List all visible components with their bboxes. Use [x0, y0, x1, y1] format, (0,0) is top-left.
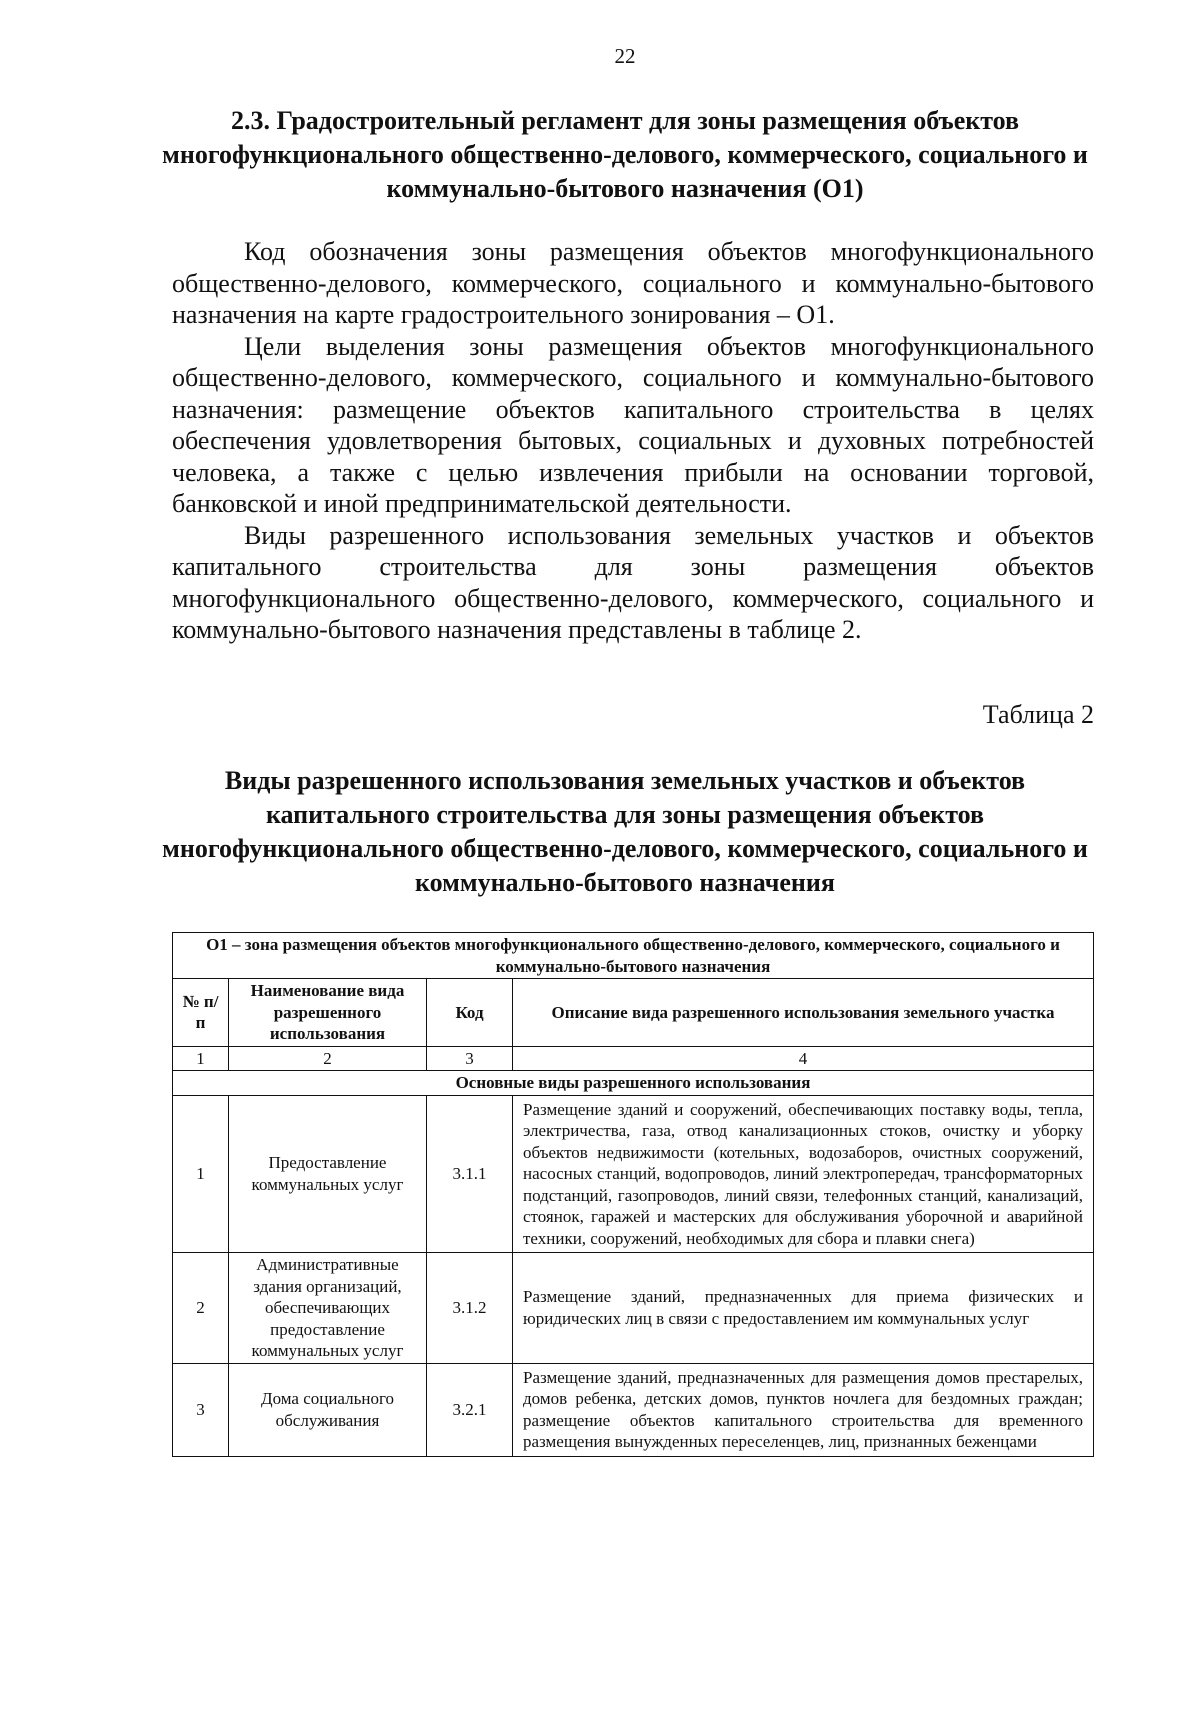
row-number: 2 [173, 1253, 229, 1364]
table-row [173, 1363, 1094, 1456]
table-caption: Таблица 2 [982, 700, 1094, 729]
column-header-name: Наименование вида разрешенного использования [229, 979, 427, 1047]
table-row [173, 1253, 1094, 1364]
row-code: 3.2.1 [427, 1363, 513, 1456]
row-code: 3.1.2 [427, 1253, 513, 1364]
section-label: Основные виды разрешенного использования [173, 1071, 1094, 1096]
column-number-row [173, 1046, 1094, 1071]
column-header-number: № п/п [173, 979, 229, 1047]
row-description: Размещение зданий и сооружений, обеспечивающих поставку воды, тепла, электричества, газа, отвод канализационных стоков, очистку и уборку объектов недвижимости (котельных, водозаборов, очистных сооружений, насосных станций, водопроводов, линий электропередач, трансформаторных подстанций, газопроводов, линий связи, телефонных станций, канализаций, стоянок, гаражей и мастерских для обслуживания уборочной и аварийной техники, сооружений, необходимых для сбора и плавки снега) [513, 1095, 1094, 1253]
column-header-code: Код [427, 979, 513, 1047]
permitted-use-table [172, 932, 1094, 1457]
zone-header-row [173, 933, 1094, 979]
paragraph-permitted-uses: Виды разрешенного использования земельных участков и объектов капитального строительства для зоны размещения объектов многофункционального общественно-делового, коммерческого, социального и коммунально-бытового назначения представлены в таблице 2. [172, 520, 1094, 644]
row-use-name: Административные здания организаций, обеспечивающих предоставление коммунальных услуг [229, 1253, 427, 1364]
column-header-description: Описание вида разрешенного использования земельного участка [513, 979, 1094, 1047]
section-heading: 2.3. Градостроительный регламент для зоны размещения объектов многофункционального общественно-делового, коммерческого, социального и коммунально-бытового назначения (О1) [162, 106, 1088, 203]
row-code: 3.1.1 [427, 1095, 513, 1253]
row-use-name: Предоставление коммунальных услуг [229, 1095, 427, 1253]
table-title: Виды разрешенного использования земельных участков и объектов капитального строительства для зоны размещения объектов многофункционального общественно-делового, коммерческого, социального и коммунально-бытового назначения [162, 766, 1088, 897]
column-number: 3 [427, 1046, 513, 1071]
row-description: Размещение зданий, предназначенных для приема физических и юридических лиц в связи с предоставлением им коммунальных услуг [513, 1253, 1094, 1364]
paragraph-zone-goals: Цели выделения зоны размещения объектов многофункционального общественно-делового, коммерческого, социального и коммунально-бытового назначения: размещение объектов капитального строительства в целях обеспечения удовлетворения бытовых, социальных и духовных потребностей человека, а также с целью извлечения прибыли на основании торговой, банковской и иной предпринимательской деятельности. [172, 331, 1094, 518]
zone-header: О1 – зона размещения объектов многофункционального общественно-делового, коммерческого, социального и коммунально-бытового назначения [173, 933, 1094, 979]
row-number: 3 [173, 1363, 229, 1456]
column-number: 4 [513, 1046, 1094, 1071]
section-label-row [173, 1071, 1094, 1096]
column-number: 2 [229, 1046, 427, 1071]
table-row [173, 1095, 1094, 1253]
page-number: 22 [614, 44, 636, 68]
paragraph-zone-code: Код обозначения зоны размещения объектов многофункционального общественно-делового, коммерческого, социального и коммунально-бытового назначения на карте градостроительного зонирования – О1. [172, 237, 1094, 329]
row-number: 1 [173, 1095, 229, 1253]
row-description: Размещение зданий, предназначенных для размещения домов престарелых, домов ребенка, детских домов, пунктов ночлега для бездомных граждан; размещение объектов капитального строительства для временного размещения вынужденных переселенцев, лиц, признанных беженцами [513, 1363, 1094, 1456]
body-text [172, 236, 1094, 646]
column-number: 1 [173, 1046, 229, 1071]
column-header-row [173, 979, 1094, 1047]
row-use-name: Дома социального обслуживания [229, 1363, 427, 1456]
